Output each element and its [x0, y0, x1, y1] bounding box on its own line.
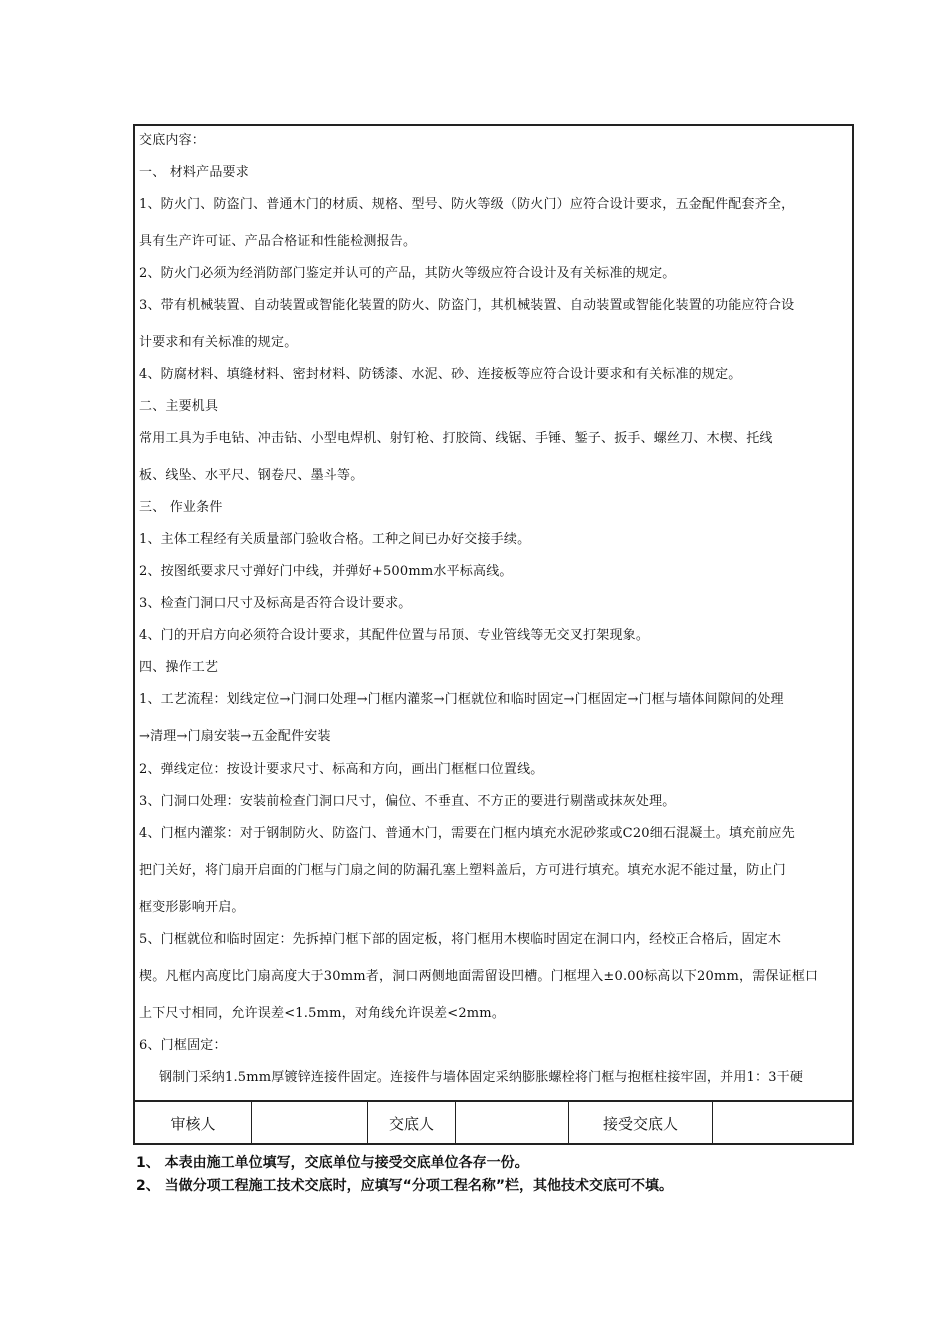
content-line: 计要求和有关标准的规定。 — [139, 335, 298, 350]
content-line: 3、带有机械装置、自动装置或智能化装置的防火、防盗门，其机械装置、自动装置或智能化装置的功能应符合设 — [139, 298, 795, 313]
content-line: 4、防腐材料、填缝材料、密封材料、防锈漆、水泥、砂、连接板等应符合设计要求和有关标准的规定。 — [139, 367, 742, 382]
content-line: 上下尺寸相同，允许误差<1.5mm，对角线允许误差<2mm。 — [139, 1006, 506, 1021]
footnote: 1、 本表由施工单位填写，交底单位与接受交底单位各存一份。 — [136, 1155, 529, 1171]
content-line: 5、门框就位和临时固定：先拆掉门框下部的固定板，将门框用木楔临时固定在洞口内，经校正合格后，固定木 — [139, 932, 782, 947]
reviewer-label: 审核人 — [135, 1102, 252, 1145]
section-heading: 三、 作业条件 — [139, 500, 223, 515]
discloser-field[interactable] — [456, 1102, 569, 1145]
content-line: 3、检查门洞口尺寸及标高是否符合设计要求。 — [139, 596, 412, 611]
discloser-label: 交底人 — [368, 1102, 456, 1145]
content-line: 4、门框内灌浆：对于钢制防火、防盗门、普通木门，需要在门框内填充水泥砂浆或C20细石混凝土。填充前应先 — [139, 826, 795, 841]
content-line: 3、门洞口处理：安装前检查门洞口尺寸，偏位、不垂直、不方正的要进行剔凿或抹灰处理。 — [139, 794, 676, 809]
receiver-label: 接受交底人 — [569, 1102, 713, 1145]
content-heading: 交底内容： — [139, 133, 206, 148]
section-heading: 四、操作工艺 — [139, 660, 219, 675]
content-line: 楔。凡框内高度比门扇高度大于30mm者，洞口两侧地面需留设凹槽。门框埋入±0.00标高以下20mm，需保证框口 — [139, 969, 819, 984]
receiver-field[interactable] — [713, 1102, 852, 1145]
content-line: 1、防火门、防盗门、普通木门的材质、规格、型号、防火等级（防火门）应符合设计要求，五金配件配套齐全， — [139, 197, 795, 212]
reviewer-field[interactable] — [252, 1102, 368, 1145]
content-line: 4、门的开启方向必须符合设计要求，其配件位置与吊顶、专业管线等无交叉打架现象。 — [139, 628, 650, 643]
content-line: 具有生产许可证、产品合格证和性能检测报告。 — [139, 234, 417, 249]
content-line: 2、弹线定位：按设计要求尺寸、标高和方向，画出门框框口位置线。 — [139, 762, 544, 777]
content-line: 1、工艺流程：划线定位→门洞口处理→门框内灌浆→门框就位和临时固定→门框固定→门框与墙体间隙间的处理 — [139, 692, 784, 707]
content-line: 框变形影响开启。 — [139, 900, 245, 915]
section-heading: 一、 材料产品要求 — [139, 165, 249, 180]
content-line: 6、门框固定： — [139, 1038, 227, 1053]
content-line: 1、主体工程经有关质量部门验收合格。工种之间已办好交接手续。 — [139, 532, 531, 547]
content-line: 常用工具为手电钻、冲击钻、小型电焊机、射钉枪、打胶筒、线锯、手锤、錾子、扳手、螺丝刀、木楔、托线 — [139, 431, 773, 446]
content-line: 2、按图纸要求尺寸弹好门中线，并弹好+500mm水平标高线。 — [139, 564, 513, 579]
content-line: 把门关好，将门扇开启面的门框与门扇之间的防漏孔塞上塑料盖后，方可进行填充。填充水泥不能过量，防止门 — [139, 863, 786, 878]
content-line: →清理→门扇安装→五金配件安装 — [139, 729, 331, 744]
content-line: 钢制门采纳1.5mm厚镀锌连接件固定。连接件与墙体固定采纳膨胀螺栓将门框与抱框柱接牢固，并用1：3干硬 — [159, 1070, 804, 1085]
section-heading: 二、主要机具 — [139, 399, 219, 414]
content-line: 2、防火门必须为经消防部门鉴定并认可的产品，其防火等级应符合设计及有关标准的规定。 — [139, 266, 676, 281]
signature-row — [135, 1100, 852, 1145]
footnote: 2、 当做分项工程施工技术交底时，应填写“分项工程名称”栏，其他技术交底可不填。 — [136, 1178, 674, 1194]
disclosure-form — [133, 124, 854, 1145]
disclosure-content — [135, 126, 852, 1100]
content-line: 板、线坠、水平尺、钢卷尺、墨斗等。 — [139, 468, 364, 483]
